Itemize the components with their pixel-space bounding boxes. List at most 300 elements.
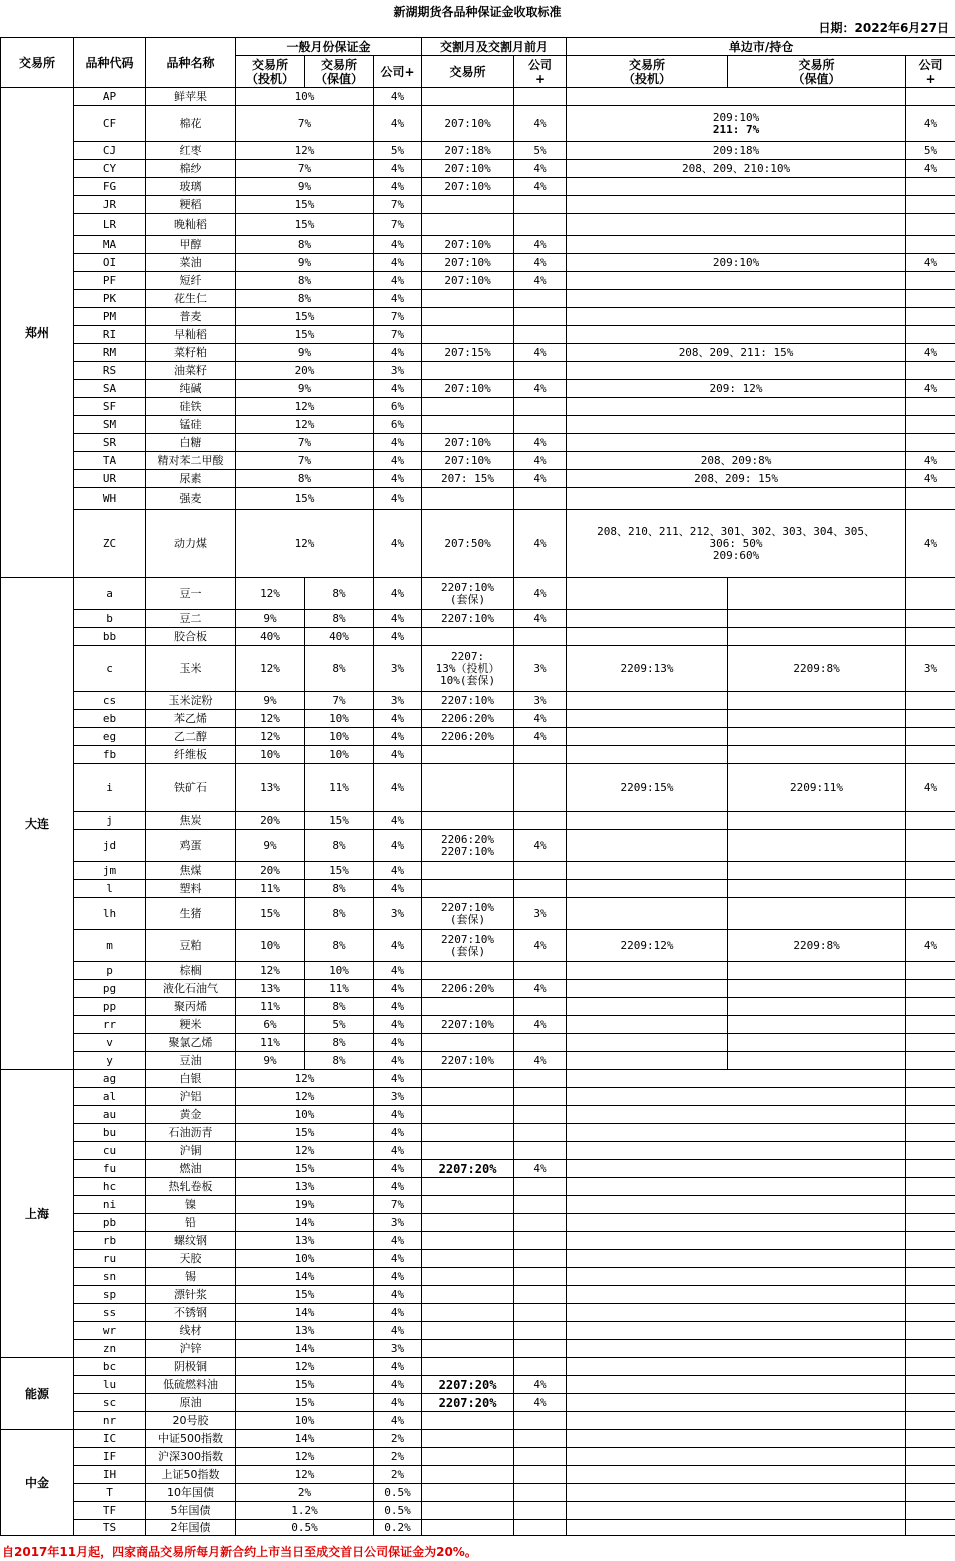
delivery-company-plus: 4%	[514, 1394, 567, 1412]
delivery-company-plus	[514, 1358, 567, 1376]
single-side-company-plus	[906, 1466, 955, 1484]
delivery-exchange: 2207:10%	[422, 692, 514, 710]
single-side-margin	[567, 1394, 906, 1412]
delivery-company-plus: 3%	[514, 646, 567, 692]
delivery-company-plus: 4%	[514, 344, 567, 362]
general-company-plus: 7%	[374, 326, 422, 344]
general-company-plus: 4%	[374, 452, 422, 470]
single-side-hedge	[728, 812, 906, 830]
general-company-plus: 4%	[374, 628, 422, 646]
delivery-company-plus	[514, 1304, 567, 1322]
header-code: 品种代码	[74, 38, 146, 88]
delivery-company-plus	[514, 812, 567, 830]
delivery-company-plus	[514, 1034, 567, 1052]
delivery-company-plus: 4%	[514, 236, 567, 254]
header-single-side: 单边市/持仓	[567, 38, 955, 56]
exchange-name: 能源	[1, 1358, 74, 1430]
single-side-spec	[567, 692, 728, 710]
general-margin-hedge: 8%	[305, 830, 374, 862]
table-row	[1, 1070, 955, 1088]
table-row	[1, 1250, 955, 1268]
table-row	[1, 1088, 955, 1106]
single-side-company-plus	[906, 1178, 955, 1196]
general-company-plus: 6%	[374, 416, 422, 434]
single-side-spec: 2209:13%	[567, 646, 728, 692]
product-name: 棉花	[146, 106, 236, 142]
table-row	[1, 470, 955, 488]
general-company-plus: 7%	[374, 1196, 422, 1214]
single-side-company-plus	[906, 1052, 955, 1070]
product-code: eb	[74, 710, 146, 728]
single-side-company-plus	[906, 1088, 955, 1106]
delivery-exchange: 2207:10% (套保)	[422, 930, 514, 962]
single-side-hedge: 2209:8%	[728, 646, 906, 692]
single-side-company-plus: 4%	[906, 470, 955, 488]
delivery-exchange	[422, 1070, 514, 1088]
single-side-margin	[567, 1160, 906, 1178]
delivery-company-plus: 4%	[514, 178, 567, 196]
table-row	[1, 1412, 955, 1430]
general-company-plus: 7%	[374, 308, 422, 326]
product-name: 热轧卷板	[146, 1178, 236, 1196]
product-code: FG	[74, 178, 146, 196]
general-company-plus: 4%	[374, 510, 422, 578]
delivery-company-plus	[514, 746, 567, 764]
single-side-margin	[567, 1466, 906, 1484]
general-margin-spec: 13%	[236, 764, 305, 812]
single-side-company-plus	[906, 1358, 955, 1376]
general-company-plus: 4%	[374, 272, 422, 290]
product-name: 镍	[146, 1196, 236, 1214]
product-name: 5年国债	[146, 1502, 236, 1520]
table-row	[1, 160, 955, 178]
product-name: 上证50指数	[146, 1466, 236, 1484]
single-side-hedge	[728, 1016, 906, 1034]
single-side-company-plus	[906, 1214, 955, 1232]
single-side-margin	[567, 1430, 906, 1448]
general-company-plus: 4%	[374, 1304, 422, 1322]
general-margin: 12%	[236, 1142, 374, 1160]
general-margin-hedge: 8%	[305, 1052, 374, 1070]
table-row	[1, 830, 955, 862]
delivery-exchange	[422, 88, 514, 106]
delivery-company-plus: 4%	[514, 930, 567, 962]
product-code: MA	[74, 236, 146, 254]
product-name: 锡	[146, 1268, 236, 1286]
single-side-company-plus	[906, 1394, 955, 1412]
general-margin-spec: 12%	[236, 578, 305, 610]
product-name: 塑料	[146, 880, 236, 898]
exchange-name: 上海	[1, 1070, 74, 1358]
general-margin-spec: 12%	[236, 710, 305, 728]
product-name: 玉米淀粉	[146, 692, 236, 710]
single-side-company-plus	[906, 1286, 955, 1304]
table-row	[1, 1484, 955, 1502]
table-row	[1, 1052, 955, 1070]
product-name: 玻璃	[146, 178, 236, 196]
delivery-company-plus: 4%	[514, 578, 567, 610]
general-company-plus: 4%	[374, 1016, 422, 1034]
single-side-margin	[567, 510, 906, 578]
delivery-exchange	[422, 1502, 514, 1520]
general-company-plus: 4%	[374, 1322, 422, 1340]
product-name: 甲醇	[146, 236, 236, 254]
product-code: OI	[74, 254, 146, 272]
header-general-exchange-hedge: 交易所 （保值）	[305, 56, 374, 88]
general-company-plus: 4%	[374, 764, 422, 812]
general-margin: 10%	[236, 88, 374, 106]
delivery-company-plus	[514, 1142, 567, 1160]
single-side-hedge	[728, 1052, 906, 1070]
single-side-text: 208、209:8%	[700, 453, 772, 467]
delivery-exchange	[422, 1088, 514, 1106]
table-row	[1, 898, 955, 930]
table-row	[1, 326, 955, 344]
table-row	[1, 880, 955, 898]
general-company-plus: 3%	[374, 1088, 422, 1106]
table-row	[1, 980, 955, 998]
table-row	[1, 416, 955, 434]
delivery-company-plus	[514, 862, 567, 880]
delivery-company-plus	[514, 764, 567, 812]
product-code: SF	[74, 398, 146, 416]
delivery-exchange: 2207:20%	[422, 1394, 514, 1412]
delivery-exchange	[422, 1520, 514, 1536]
general-company-plus: 4%	[374, 1070, 422, 1088]
general-company-plus: 4%	[374, 746, 422, 764]
general-margin: 15%	[236, 326, 374, 344]
delivery-exchange	[422, 362, 514, 380]
single-side-margin	[567, 1484, 906, 1502]
delivery-exchange: 207:10%	[422, 160, 514, 178]
single-side-company-plus	[906, 1520, 955, 1536]
single-side-hedge	[728, 692, 906, 710]
product-name: 10年国债	[146, 1484, 236, 1502]
table-row	[1, 930, 955, 962]
delivery-exchange	[422, 1412, 514, 1430]
single-side-margin	[567, 380, 906, 398]
product-name: 白糖	[146, 434, 236, 452]
general-margin: 14%	[236, 1214, 374, 1232]
delivery-company-plus: 4%	[514, 254, 567, 272]
product-code: rr	[74, 1016, 146, 1034]
general-margin: 8%	[236, 470, 374, 488]
table-row	[1, 380, 955, 398]
general-company-plus: 0.2%	[374, 1520, 422, 1536]
product-code: sp	[74, 1286, 146, 1304]
product-name: 花生仁	[146, 290, 236, 308]
general-margin: 10%	[236, 1412, 374, 1430]
single-side-margin	[567, 1106, 906, 1124]
product-code: LR	[74, 214, 146, 236]
single-side-company-plus	[906, 610, 955, 628]
delivery-company-plus	[514, 362, 567, 380]
delivery-company-plus: 4%	[514, 106, 567, 142]
delivery-exchange: 2206:20%	[422, 980, 514, 998]
delivery-company-plus: 3%	[514, 692, 567, 710]
product-name: 铁矿石	[146, 764, 236, 812]
product-name: 2年国债	[146, 1520, 236, 1536]
single-side-company-plus	[906, 290, 955, 308]
product-code: wr	[74, 1322, 146, 1340]
single-side-margin	[567, 1250, 906, 1268]
delivery-exchange	[422, 1304, 514, 1322]
general-company-plus: 4%	[374, 470, 422, 488]
single-side-spec	[567, 998, 728, 1016]
general-company-plus: 7%	[374, 196, 422, 214]
delivery-exchange	[422, 196, 514, 214]
delivery-company-plus: 4%	[514, 710, 567, 728]
single-side-margin	[567, 290, 906, 308]
delivery-exchange	[422, 214, 514, 236]
single-side-company-plus: 4%	[906, 106, 955, 142]
single-side-company-plus	[906, 1484, 955, 1502]
single-side-margin	[567, 1142, 906, 1160]
single-side-spec	[567, 830, 728, 862]
general-margin-hedge: 8%	[305, 880, 374, 898]
product-name: 铅	[146, 1214, 236, 1232]
product-code: p	[74, 962, 146, 980]
product-name: 白银	[146, 1070, 236, 1088]
single-side-spec: 2209:12%	[567, 930, 728, 962]
delivery-exchange: 2207:10%	[422, 610, 514, 628]
single-side-hedge	[728, 898, 906, 930]
product-code: pp	[74, 998, 146, 1016]
product-code: lh	[74, 898, 146, 930]
table-row	[1, 692, 955, 710]
single-side-company-plus	[906, 88, 955, 106]
single-side-company-plus	[906, 1322, 955, 1340]
general-margin-spec: 12%	[236, 646, 305, 692]
delivery-company-plus	[514, 308, 567, 326]
delivery-exchange	[422, 998, 514, 1016]
general-margin-hedge: 10%	[305, 962, 374, 980]
product-name: 沪铝	[146, 1088, 236, 1106]
single-side-company-plus: 4%	[906, 380, 955, 398]
single-side-company-plus	[906, 272, 955, 290]
delivery-company-plus	[514, 1268, 567, 1286]
general-company-plus: 3%	[374, 646, 422, 692]
delivery-company-plus: 5%	[514, 142, 567, 160]
product-name: 焦炭	[146, 812, 236, 830]
general-company-plus: 2%	[374, 1430, 422, 1448]
product-name: 动力煤	[146, 510, 236, 578]
general-margin: 8%	[236, 290, 374, 308]
delivery-company-plus: 4%	[514, 160, 567, 178]
header-general-exchange-spec: 交易所 （投机）	[236, 56, 305, 88]
general-margin: 15%	[236, 196, 374, 214]
single-side-spec	[567, 746, 728, 764]
delivery-company-plus	[514, 488, 567, 510]
product-code: ss	[74, 1304, 146, 1322]
single-side-company-plus	[906, 1304, 955, 1322]
product-code: SM	[74, 416, 146, 434]
exchange-name: 郑州	[1, 88, 74, 578]
delivery-company-plus	[514, 1286, 567, 1304]
header-single-exchange-spec: 交易所 （投机）	[567, 56, 728, 88]
product-name: 线材	[146, 1322, 236, 1340]
delivery-company-plus: 4%	[514, 434, 567, 452]
general-margin: 9%	[236, 178, 374, 196]
delivery-company-plus: 4%	[514, 272, 567, 290]
single-side-company-plus	[906, 710, 955, 728]
product-code: PM	[74, 308, 146, 326]
product-name: 豆二	[146, 610, 236, 628]
general-margin-hedge: 7%	[305, 692, 374, 710]
general-margin: 14%	[236, 1268, 374, 1286]
general-company-plus: 4%	[374, 160, 422, 178]
general-company-plus: 4%	[374, 930, 422, 962]
general-company-plus: 6%	[374, 398, 422, 416]
product-code: m	[74, 930, 146, 962]
delivery-exchange: 207:10%	[422, 236, 514, 254]
single-side-spec	[567, 898, 728, 930]
general-margin: 15%	[236, 1376, 374, 1394]
general-margin: 20%	[236, 362, 374, 380]
header-single-company-plus: 公司 +	[906, 56, 955, 88]
table-row	[1, 236, 955, 254]
general-margin: 14%	[236, 1340, 374, 1358]
product-code: CJ	[74, 142, 146, 160]
product-code: c	[74, 646, 146, 692]
table-row	[1, 1178, 955, 1196]
delivery-company-plus	[514, 1340, 567, 1358]
single-side-company-plus: 4%	[906, 452, 955, 470]
product-code: pb	[74, 1214, 146, 1232]
general-margin-hedge: 8%	[305, 646, 374, 692]
single-side-company-plus	[906, 1232, 955, 1250]
single-side-company-plus	[906, 1016, 955, 1034]
general-margin: 0.5%	[236, 1520, 374, 1536]
delivery-exchange	[422, 764, 514, 812]
general-company-plus: 4%	[374, 1286, 422, 1304]
general-company-plus: 2%	[374, 1448, 422, 1466]
single-side-company-plus	[906, 398, 955, 416]
general-margin-spec: 13%	[236, 980, 305, 998]
table-row	[1, 812, 955, 830]
product-code: bc	[74, 1358, 146, 1376]
general-company-plus: 4%	[374, 862, 422, 880]
single-side-company-plus	[906, 628, 955, 646]
product-code: PK	[74, 290, 146, 308]
general-company-plus: 4%	[374, 880, 422, 898]
header-single-exchange-hedge: 交易所 （保值）	[728, 56, 906, 88]
general-margin: 12%	[236, 1070, 374, 1088]
general-company-plus: 4%	[374, 610, 422, 628]
product-name: 强麦	[146, 488, 236, 510]
general-company-plus: 4%	[374, 434, 422, 452]
general-company-plus: 4%	[374, 1412, 422, 1430]
delivery-exchange	[422, 1250, 514, 1268]
general-margin-spec: 12%	[236, 962, 305, 980]
general-margin: 12%	[236, 1358, 374, 1376]
delivery-exchange: 207:10%	[422, 452, 514, 470]
general-margin-hedge: 10%	[305, 710, 374, 728]
general-margin-hedge: 11%	[305, 764, 374, 812]
delivery-exchange: 2207:20%	[422, 1376, 514, 1394]
general-margin-hedge: 8%	[305, 930, 374, 962]
delivery-exchange: 207:10%	[422, 106, 514, 142]
delivery-company-plus: 4%	[514, 1376, 567, 1394]
page-title: 新湖期货各品种保证金收取标准	[393, 5, 562, 19]
general-margin-hedge: 15%	[305, 862, 374, 880]
delivery-company-plus	[514, 1250, 567, 1268]
single-side-spec	[567, 812, 728, 830]
single-side-margin	[567, 416, 906, 434]
table-row	[1, 1304, 955, 1322]
single-side-company-plus	[906, 1340, 955, 1358]
product-code: al	[74, 1088, 146, 1106]
single-side-margin	[567, 178, 906, 196]
general-margin: 15%	[236, 488, 374, 510]
delivery-exchange: 2206:20%	[422, 728, 514, 746]
single-side-margin	[567, 1268, 906, 1286]
table-row	[1, 272, 955, 290]
delivery-company-plus	[514, 628, 567, 646]
table-row	[1, 142, 955, 160]
product-code: bb	[74, 628, 146, 646]
single-side-margin	[567, 1358, 906, 1376]
single-side-spec: 2209:15%	[567, 764, 728, 812]
delivery-company-plus: 4%	[514, 980, 567, 998]
single-side-company-plus	[906, 1160, 955, 1178]
product-code: nr	[74, 1412, 146, 1430]
delivery-exchange: 207:10%	[422, 254, 514, 272]
product-code: cs	[74, 692, 146, 710]
single-side-company-plus: 4%	[906, 160, 955, 178]
delivery-exchange: 2207: 13%（投机） 10%(套保)	[422, 646, 514, 692]
general-company-plus: 4%	[374, 728, 422, 746]
delivery-exchange	[422, 1430, 514, 1448]
single-side-company-plus	[906, 178, 955, 196]
single-side-hedge	[728, 746, 906, 764]
delivery-exchange	[422, 628, 514, 646]
product-code: ag	[74, 1070, 146, 1088]
table-row	[1, 628, 955, 646]
table-row	[1, 746, 955, 764]
general-company-plus: 4%	[374, 344, 422, 362]
single-side-margin	[567, 362, 906, 380]
delivery-company-plus	[514, 1430, 567, 1448]
single-side-margin	[567, 488, 906, 510]
general-margin: 13%	[236, 1232, 374, 1250]
delivery-exchange	[422, 862, 514, 880]
table-row	[1, 764, 955, 812]
product-name: 纯碱	[146, 380, 236, 398]
delivery-exchange: 207:18%	[422, 142, 514, 160]
single-side-margin	[567, 1088, 906, 1106]
delivery-company-plus	[514, 214, 567, 236]
delivery-company-plus	[514, 1088, 567, 1106]
single-side-company-plus: 3%	[906, 646, 955, 692]
product-name: 玉米	[146, 646, 236, 692]
general-margin: 15%	[236, 1286, 374, 1304]
single-side-margin	[567, 160, 906, 178]
product-code: i	[74, 764, 146, 812]
product-code: sn	[74, 1268, 146, 1286]
exchange-name: 大连	[1, 578, 74, 1070]
single-side-spec	[567, 728, 728, 746]
product-code: hc	[74, 1178, 146, 1196]
product-name: 原油	[146, 1394, 236, 1412]
single-side-company-plus	[906, 1448, 955, 1466]
header-delivery-month: 交割月及交割月前月	[422, 38, 567, 56]
product-code: rb	[74, 1232, 146, 1250]
table-row	[1, 610, 955, 628]
single-side-hedge	[728, 962, 906, 980]
product-code: lu	[74, 1376, 146, 1394]
single-side-margin	[567, 254, 906, 272]
